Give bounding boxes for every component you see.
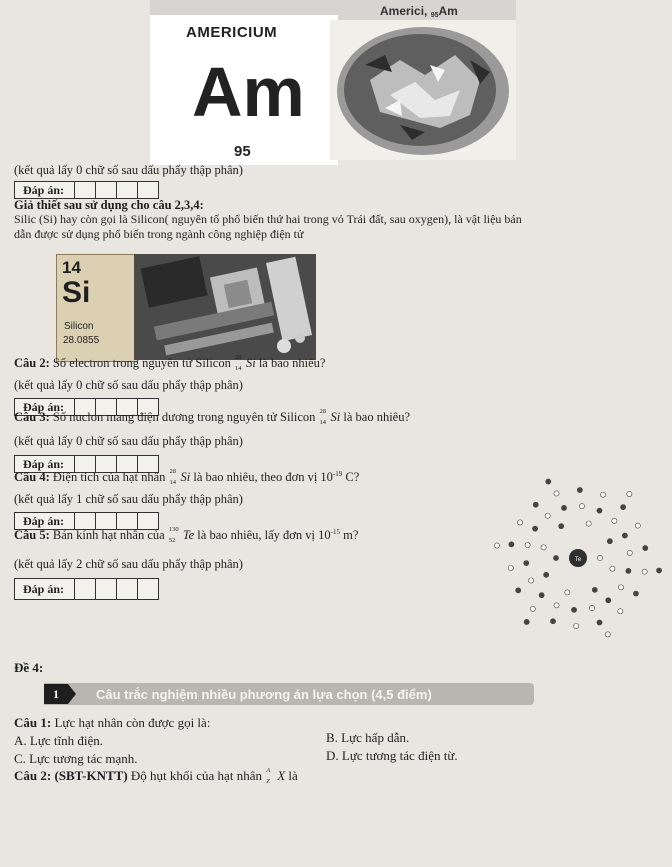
option-a[interactable]: A. Lực tĩnh điện. (14, 733, 104, 748)
silicon-mass: 28.0855 (63, 335, 100, 346)
badge-arrow (68, 684, 76, 704)
isotope-si: 28 14 (169, 468, 176, 487)
silicon-name: Silicon (64, 321, 94, 332)
electron-dot (530, 606, 535, 611)
option-c[interactable]: C. Lực tương tác mạnh. (14, 751, 138, 766)
answer-cell[interactable] (75, 579, 96, 599)
answer-label: Đáp án: (15, 579, 75, 599)
americium-sample-photo (330, 20, 516, 160)
q1-note: (kết quả lấy 0 chữ số sau dấu phẩy thập phân) (14, 163, 243, 177)
electron-dot (579, 504, 584, 509)
electron-dot (600, 492, 605, 497)
electron-dot (544, 572, 549, 577)
answer-label: Đáp án: (15, 399, 75, 415)
de4-q2-text: Câu 2: (SBT-KNTT) Độ hụt khối của hạt nhân A Z X là (14, 767, 298, 785)
electron-dot (643, 545, 648, 550)
answer-label: Đáp án: (15, 182, 75, 198)
electron-dot (597, 555, 602, 560)
electron-dot (550, 619, 555, 624)
de4-title: Đề 4: (14, 660, 44, 675)
electron-dot (574, 623, 579, 628)
electron-dot (626, 568, 631, 573)
electron-dot (610, 566, 615, 571)
electron-dot (541, 545, 546, 550)
electron-dot (565, 590, 570, 595)
electron-dot (508, 565, 513, 570)
electron-dot (509, 542, 514, 547)
electron-dot (546, 479, 551, 484)
section-title: Câu trắc nghiệm nhiều phương án lựa chọn (4,5 điểm) (96, 687, 432, 702)
electron-dot (529, 578, 534, 583)
q5-answer-box[interactable] (14, 578, 159, 600)
q5-note: (kết quả lấy 2 chữ số sau dấu phẩy thập phân) (14, 557, 243, 571)
answer-cell[interactable] (117, 513, 138, 529)
section-number-badge: 1 (44, 684, 68, 704)
electron-dot (633, 591, 638, 596)
electron-dot (553, 555, 558, 560)
electron-dot (612, 518, 617, 523)
isotope-te: 130 52 (168, 526, 179, 545)
electron-dot (525, 542, 530, 547)
answer-cell[interactable] (75, 182, 96, 198)
electron-dot (606, 598, 611, 603)
electron-dot (533, 502, 538, 507)
electron-dot (559, 524, 564, 529)
silicon-symbol: Si (62, 276, 91, 309)
electron-dot (532, 526, 537, 531)
intro-line-1: Silic (Si) hay còn gọi là Silicon( nguyên tố phổ biến thứ hai trong vỏ Trái đất, sau oxygen), là vật liệu bán (14, 212, 522, 226)
isotope-si: 28 14 (319, 408, 327, 426)
atom-nucleus-label: Te (574, 557, 582, 563)
answer-cell[interactable] (117, 579, 138, 599)
option-d[interactable]: D. Lực tương tác điện từ. (326, 748, 458, 763)
americium-symbol: Am (192, 53, 305, 131)
q3-note: (kết quả lấy 0 chữ số sau dấu phẩy thập phân) (14, 434, 243, 448)
americium-header-label: Americi, 95Am (380, 4, 458, 19)
answer-cell[interactable] (96, 182, 117, 198)
electron-dot (554, 603, 559, 608)
electron-dot (571, 607, 576, 612)
circuit-board-photo (134, 254, 316, 360)
electron-dot (539, 593, 544, 598)
atom-shells-image (490, 470, 670, 650)
answer-cell[interactable] (117, 182, 138, 198)
answer-cell[interactable] (138, 513, 158, 529)
americium-name: AMERICIUM (186, 24, 278, 41)
intro-line-2: dẫn được sử dụng phổ biến trong ngành công nghiệp điện tử (14, 227, 304, 241)
electron-dot (597, 508, 602, 513)
electron-dot (554, 491, 559, 496)
answer-cell[interactable] (138, 579, 158, 599)
silicon-number: 14 (62, 258, 81, 277)
de4-q1-text: Câu 1: Lực hạt nhân còn được gọi là: (14, 715, 211, 730)
isotope-si: 28 14 (234, 354, 242, 372)
electron-dot (589, 605, 594, 610)
answer-cell[interactable] (96, 579, 117, 599)
electron-dot (592, 587, 597, 592)
electron-dot (627, 491, 632, 496)
q4-text: Câu 4: Điện tích của hạt nhân 28 14 Si là bao nhiêu, theo đơn vị $10^{-19}$ C? (14, 468, 360, 487)
circuit-board-image (134, 254, 316, 360)
q1-answer-box[interactable] (14, 181, 159, 199)
isotope-x: A Z (266, 767, 271, 785)
electron-dot (618, 609, 623, 614)
electron-dot (545, 513, 550, 518)
electron-dot (642, 569, 647, 574)
answer-cell[interactable] (96, 513, 117, 529)
electron-dot (597, 620, 602, 625)
electron-dot (621, 505, 626, 510)
answer-cell[interactable] (75, 513, 96, 529)
americium-sample-image (330, 20, 516, 160)
electron-dot (622, 533, 627, 538)
q4-note: (kết quả lấy 1 chữ số sau dấu phẩy thập phân) (14, 492, 243, 506)
q2-text: Câu 2: Số electron trong nguyên tử Silicon 28 14 Si là bao nhiêu? (14, 354, 326, 372)
electron-dot (516, 588, 521, 593)
electron-dot (607, 539, 612, 544)
electron-dot (627, 550, 632, 555)
electron-dot (561, 505, 566, 510)
q2-note: (kết quả lấy 0 chữ số sau dấu phẩy thập phân) (14, 378, 243, 392)
electron-dot (605, 632, 610, 637)
electron-dot (656, 568, 661, 573)
answer-label: Đáp án: (15, 456, 75, 472)
intro-heading: Giả thiết sau sử dụng cho câu 2,3,4: (14, 198, 204, 212)
answer-cell[interactable] (138, 182, 158, 198)
electron-dot (524, 560, 529, 565)
electron-dot (524, 619, 529, 624)
q5-text: Câu 5: Bán kính hạt nhân của 130 52 Te là bao nhiêu, lấy đơn vị $10^{-15}$ m? (14, 526, 359, 545)
tellurium-atom-diagram (490, 470, 670, 650)
electron-dot (586, 521, 591, 526)
electron-dot (577, 487, 582, 492)
answer-label: Đáp án: (15, 513, 75, 529)
americium-number: 95 (234, 143, 251, 160)
electron-dot (635, 523, 640, 528)
electron-dot (517, 520, 522, 525)
option-b[interactable]: B. Lực hấp dẫn. (326, 730, 410, 745)
electron-dot (618, 585, 623, 590)
electron-dot (494, 543, 499, 548)
q3-text: Câu 3: Số nuclon mang điện dương trong nguyên tử Silicon 28 14 Si là bao nhiêu? (14, 408, 411, 426)
